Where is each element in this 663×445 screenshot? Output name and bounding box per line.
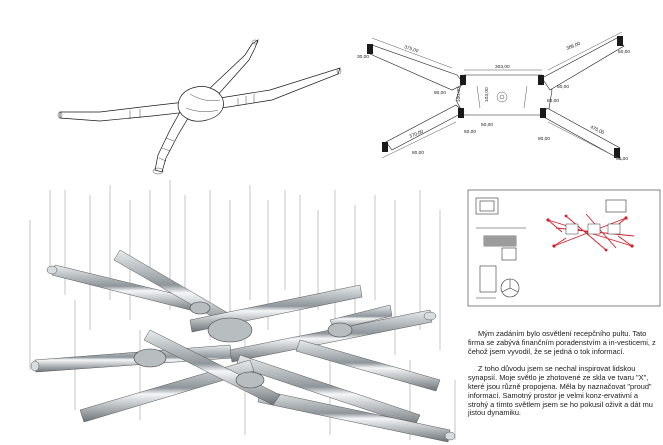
dim-top-right-end: 50,00 — [618, 50, 631, 55]
dim-center-mid: 103,00 — [485, 87, 490, 102]
dim-top-left-length: 375,00 — [403, 45, 419, 55]
plan-outline — [468, 190, 660, 306]
plan-hub — [456, 75, 552, 115]
arm-top-right — [208, 40, 258, 98]
plan-arm-top-right — [542, 38, 624, 90]
dim-top-right-length: 386,00 — [565, 41, 582, 52]
plan-arm-bottom-left — [386, 105, 464, 150]
hub — [178, 86, 223, 121]
dim-lower-mid: 50,00 — [481, 123, 494, 128]
dim-bottom-right-end: 50,00 — [616, 157, 629, 162]
arm-left — [60, 102, 188, 121]
dim-center-left: 100,00 — [457, 87, 462, 102]
description-paragraph-2: Z toho důvodu jsem se nechal inspirovat lidskou synapsií. Moje světlo je zhotovené ze skla ve tvaru "X", které jsou různě propojena. Měla by naznačovat "proud" informací. Samotný prostor je velmi konz-ervativní a strohý a tímto světlem jsem se ho pokusil oživit a dát mu jistou dynamiku. — [468, 364, 653, 418]
dim-right-joint-bottom: 80,00 — [547, 99, 560, 104]
dim-bottom-left-end: 80,00 — [412, 151, 425, 156]
plan-arm-bottom-right — [542, 108, 620, 156]
description-paragraph-1: Mým zadáním bylo osvětlení recepčního pultu. Tato firma se zabývá finančním poradenstvím a in-vesticemi, z čehož jsem vyvodil, že se jedná o tok informací. — [468, 329, 656, 356]
arm-bottom — [155, 112, 190, 172]
dim-top-left-end: 30,00 — [357, 55, 370, 60]
glass-light-render — [0, 180, 470, 445]
dim-top-center: 303,00 — [495, 65, 510, 70]
dim-lower-left-joint: 50,00 — [464, 130, 477, 135]
isometric-drawing — [40, 20, 350, 185]
dim-lower-right-joint: 80,00 — [538, 137, 551, 142]
dim-left-joint: 80,00 — [434, 91, 447, 96]
dimensioned-plan-drawing — [352, 20, 652, 170]
dim-right-joint-top: 50,00 — [557, 85, 570, 90]
floor-plan — [466, 188, 663, 308]
description-text — [468, 330, 658, 442]
dim-lower-left-length: 370,00 — [408, 129, 425, 140]
dim-lower-right-length: 470,00 — [589, 125, 605, 137]
